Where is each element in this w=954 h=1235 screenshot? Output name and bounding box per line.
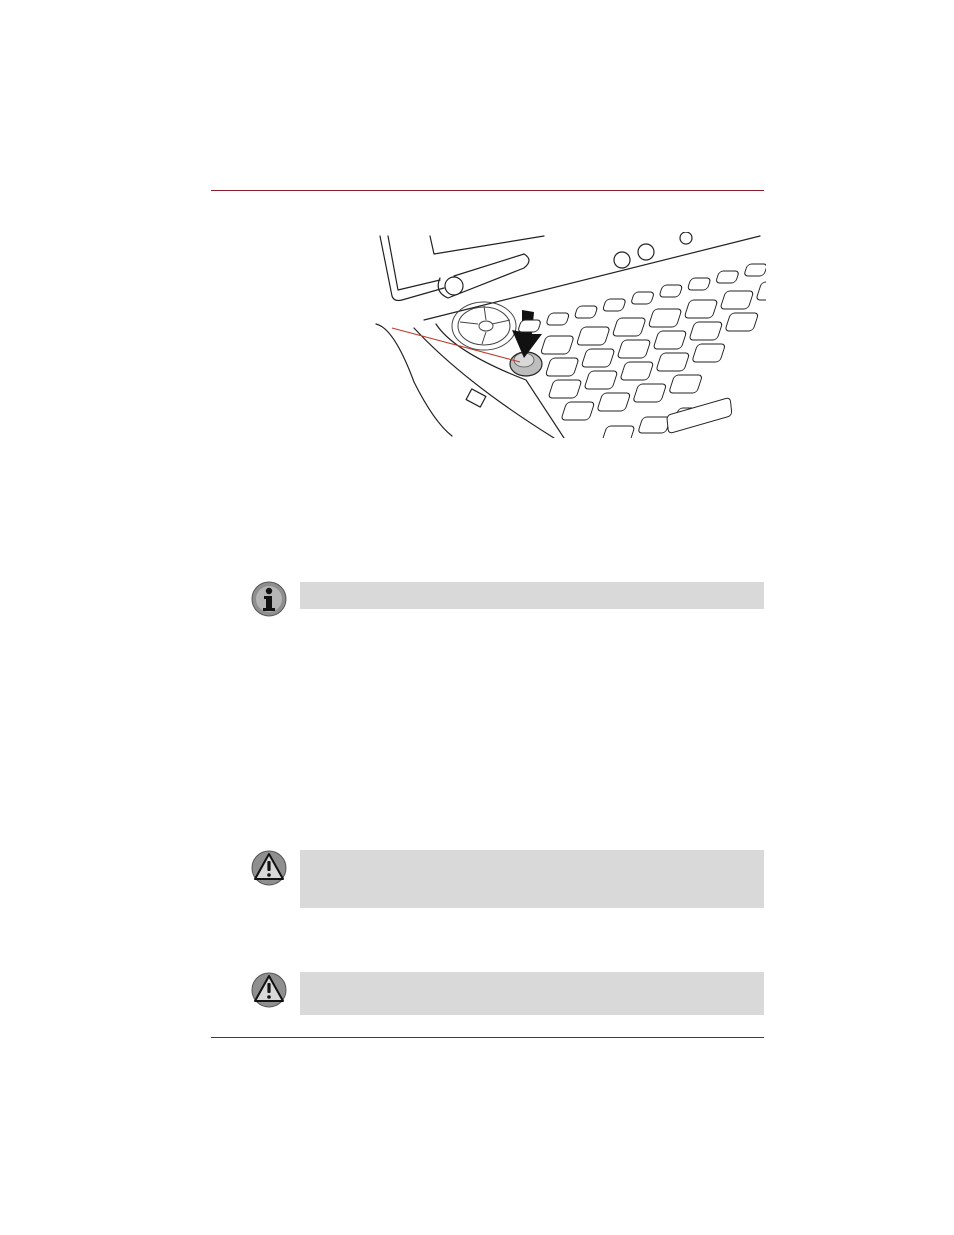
- keyboard-key: [597, 393, 631, 411]
- keyboard-key: [581, 349, 615, 367]
- keyboard-key: [518, 320, 542, 332]
- touch-pad: [452, 302, 516, 350]
- space-bar-key: [667, 397, 732, 433]
- keyboard-key: [756, 282, 766, 300]
- side-port: [466, 389, 486, 407]
- keyboard-key: [744, 264, 766, 276]
- info-icon: [250, 580, 288, 618]
- keyboard-key: [725, 313, 759, 331]
- keyboard-key: [561, 402, 595, 420]
- laptop-illustration: [374, 232, 766, 438]
- keyboard-key: [720, 291, 754, 309]
- hinge-cap: [445, 277, 463, 295]
- keyboard-key: [669, 375, 703, 393]
- keyboard-key: [546, 313, 570, 325]
- caution-icon: [250, 971, 288, 1009]
- hinge: [438, 254, 529, 298]
- keyboard-key: [576, 327, 610, 345]
- keyboard-key: [602, 299, 626, 311]
- keyboard-key: [687, 278, 711, 290]
- keyboard-key: [684, 300, 718, 318]
- keyboard-key: [648, 309, 682, 327]
- round-button-1: [614, 252, 630, 268]
- keyboard-key: [631, 292, 655, 304]
- round-button-2: [638, 244, 654, 260]
- top-rule: [211, 190, 764, 191]
- keyboard-key: [633, 384, 667, 402]
- arrow-down-icon: [512, 310, 542, 358]
- keyboard-key: [548, 380, 582, 398]
- info-note-box: [300, 582, 764, 609]
- keyboard-key: [574, 306, 598, 318]
- keyboard-key: [715, 271, 739, 283]
- keyboard-key: [584, 371, 618, 389]
- keyboard-key: [545, 358, 579, 376]
- keyboard-key: [689, 322, 723, 340]
- caution-note-box: [300, 850, 764, 908]
- screen-corner: [430, 236, 544, 254]
- callout-line: [392, 328, 520, 362]
- keyboard-key: [692, 344, 726, 362]
- keyboard-key: [540, 336, 574, 354]
- caution-icon: [250, 849, 288, 887]
- keyboard-key: [638, 417, 671, 433]
- keyboard-key: [602, 426, 635, 438]
- keyboard-key: [617, 340, 651, 358]
- keyboard-key: [656, 353, 690, 371]
- keyboard: [518, 264, 766, 438]
- keyboard-key: [620, 362, 654, 380]
- bottom-rule: [211, 1037, 764, 1038]
- round-button-3: [680, 232, 692, 244]
- caution-note-box: [300, 972, 764, 1015]
- keyboard-key: [653, 331, 687, 349]
- keyboard-key: [612, 318, 646, 336]
- keyboard-key: [659, 285, 683, 297]
